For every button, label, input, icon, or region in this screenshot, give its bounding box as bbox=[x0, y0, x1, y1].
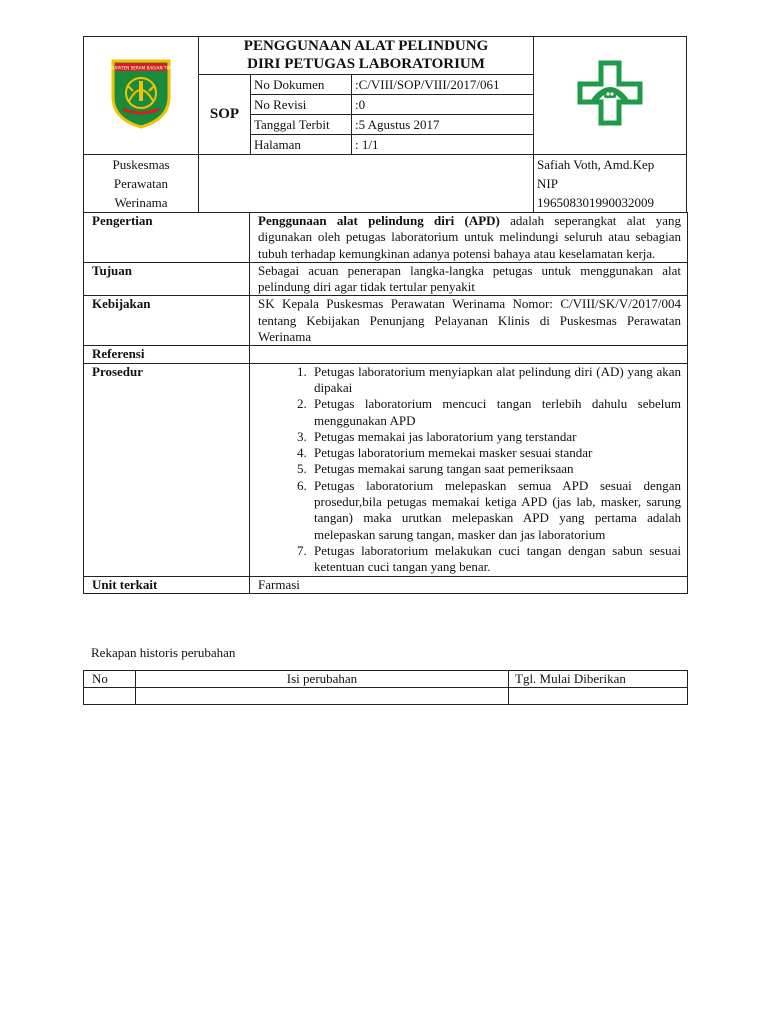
value-unit-terkait: Farmasi bbox=[250, 576, 688, 593]
pengertian-term: Penggunaan alat pelindung diri (APD) bbox=[258, 213, 500, 228]
history-table bbox=[83, 670, 688, 705]
row-prosedur bbox=[84, 363, 688, 576]
sop-header-table bbox=[83, 36, 687, 213]
unit-line-2: Perawatan bbox=[113, 176, 169, 191]
value-referensi bbox=[250, 346, 688, 363]
history-col-isi: Isi perubahan bbox=[136, 671, 509, 688]
procedure-step: 1. Petugas laboratorium menyiapkan alat pelindung diri (AD) yang akan dipakai bbox=[310, 364, 681, 397]
history-col-no: No bbox=[84, 671, 136, 688]
label-prosedur: Prosedur bbox=[84, 363, 250, 576]
label-kebijakan: Kebijakan bbox=[84, 296, 250, 346]
title-line-1: PENGGUNAAN ALAT PELINDUNG bbox=[243, 38, 489, 54]
procedure-step: 5. Petugas memakai sarung tangan saat pemeriksaan bbox=[310, 461, 681, 477]
unit-blank-cell bbox=[199, 155, 534, 213]
emblem-caption: KABUPATEN SERAM BAGIAN TIMUR bbox=[104, 65, 178, 71]
value-pengertian bbox=[250, 213, 688, 263]
title-line-2: DIRI PETUGAS LABORATORIUM bbox=[247, 56, 485, 72]
meta-label-halaman: Halaman bbox=[251, 135, 352, 155]
label-pengertian: Pengertian bbox=[84, 213, 250, 263]
meta-label-no-revisi: No Revisi bbox=[251, 95, 352, 115]
history-empty-row bbox=[84, 688, 688, 705]
meta-value-no-revisi: :0 bbox=[352, 95, 534, 115]
procedure-step: 6. Petugas laboratorium melepaskan semua APD sesuai dengan prosedur,bila petugas memakai ketiga APD (jas lab, masker, sarung tangan) maka urutkan melepaskan APD yang pertama adalah melepaskan sarung tangan, masker dan jas laboratorium bbox=[310, 478, 681, 543]
label-tujuan: Tujuan bbox=[84, 262, 250, 296]
history-header-row bbox=[84, 671, 688, 688]
puskesmas-logo-cell bbox=[534, 37, 687, 155]
history-caption: Rekapan historis perubahan bbox=[91, 645, 236, 660]
procedure-step: 2. Petugas laboratorium mencuci tangan terlebih dahulu sebelum menggunakan APD bbox=[310, 396, 681, 429]
procedure-step: 3. Petugas memakai jas laboratorium yang terstandar bbox=[310, 429, 681, 445]
pengertian-text: adalah seperangkat alat yang digunakan oleh petugas laboratorium untuk melindungi seluruh atau sebagian tubuh terhadap kemungkinan adanya potensi bahaya atau keselamatan kerja. bbox=[258, 213, 681, 261]
meta-value-tanggal-terbit: :5 Agustus 2017 bbox=[352, 115, 534, 135]
value-tujuan: Sebagai acuan penerapan langka-langka petugas untuk menggunakan alat pelindung diri agar tidak tertular penyakit bbox=[250, 262, 688, 296]
row-referensi bbox=[84, 346, 688, 363]
signatory-nip-label: NIP bbox=[537, 176, 558, 191]
regency-logo-cell bbox=[84, 37, 199, 155]
label-referensi: Referensi bbox=[84, 346, 250, 363]
meta-value-halaman: : 1/1 bbox=[352, 135, 534, 155]
history-cell bbox=[509, 688, 688, 705]
procedure-step: 4. Petugas laboratorium memekai masker sesuai standar bbox=[310, 445, 681, 461]
row-tujuan bbox=[84, 262, 688, 296]
sop-body-table bbox=[83, 212, 688, 594]
meta-label-tanggal-terbit: Tanggal Terbit bbox=[251, 115, 352, 135]
history-cell bbox=[136, 688, 509, 705]
value-prosedur bbox=[250, 363, 688, 576]
puskesmas-logo-icon bbox=[574, 57, 646, 129]
value-kebijakan: SK Kepala Puskesmas Perawatan Werinama Nomor: C/VIII/SK/V/2017/004 tentang Kebijakan Penunjang Pelayanan Klinis di Puskesmas Perawatan Werinama bbox=[250, 296, 688, 346]
meta-label-no-dokumen: No Dokumen bbox=[251, 75, 352, 95]
meta-value-no-dokumen: :C/VIII/SOP/VIII/2017/061 bbox=[352, 75, 534, 95]
history-cell bbox=[84, 688, 136, 705]
unit-line-1: Puskesmas bbox=[112, 157, 170, 172]
sop-label: SOP bbox=[199, 75, 251, 155]
regency-emblem-icon bbox=[104, 57, 178, 129]
signatory-name: Safiah Voth, Amd.Kep bbox=[537, 157, 655, 172]
history-col-tgl: Tgl. Mulai Diberikan bbox=[509, 671, 688, 688]
document-title bbox=[199, 37, 534, 75]
label-unit-terkait: Unit terkait bbox=[84, 576, 250, 593]
procedure-step: 7. Petugas laboratorium melakukan cuci tangan dengan sabun sesuai ketentuan cuci tangan yang benar. bbox=[310, 543, 681, 576]
signatory-nip: 196508301990032009 bbox=[537, 195, 655, 210]
row-kebijakan bbox=[84, 296, 688, 346]
row-pengertian bbox=[84, 213, 688, 263]
unit-line-3: Werinama bbox=[114, 195, 168, 210]
unit-name bbox=[84, 155, 199, 213]
signatory bbox=[534, 155, 687, 213]
row-unit-terkait bbox=[84, 576, 688, 593]
procedure-steps-list bbox=[258, 364, 681, 576]
